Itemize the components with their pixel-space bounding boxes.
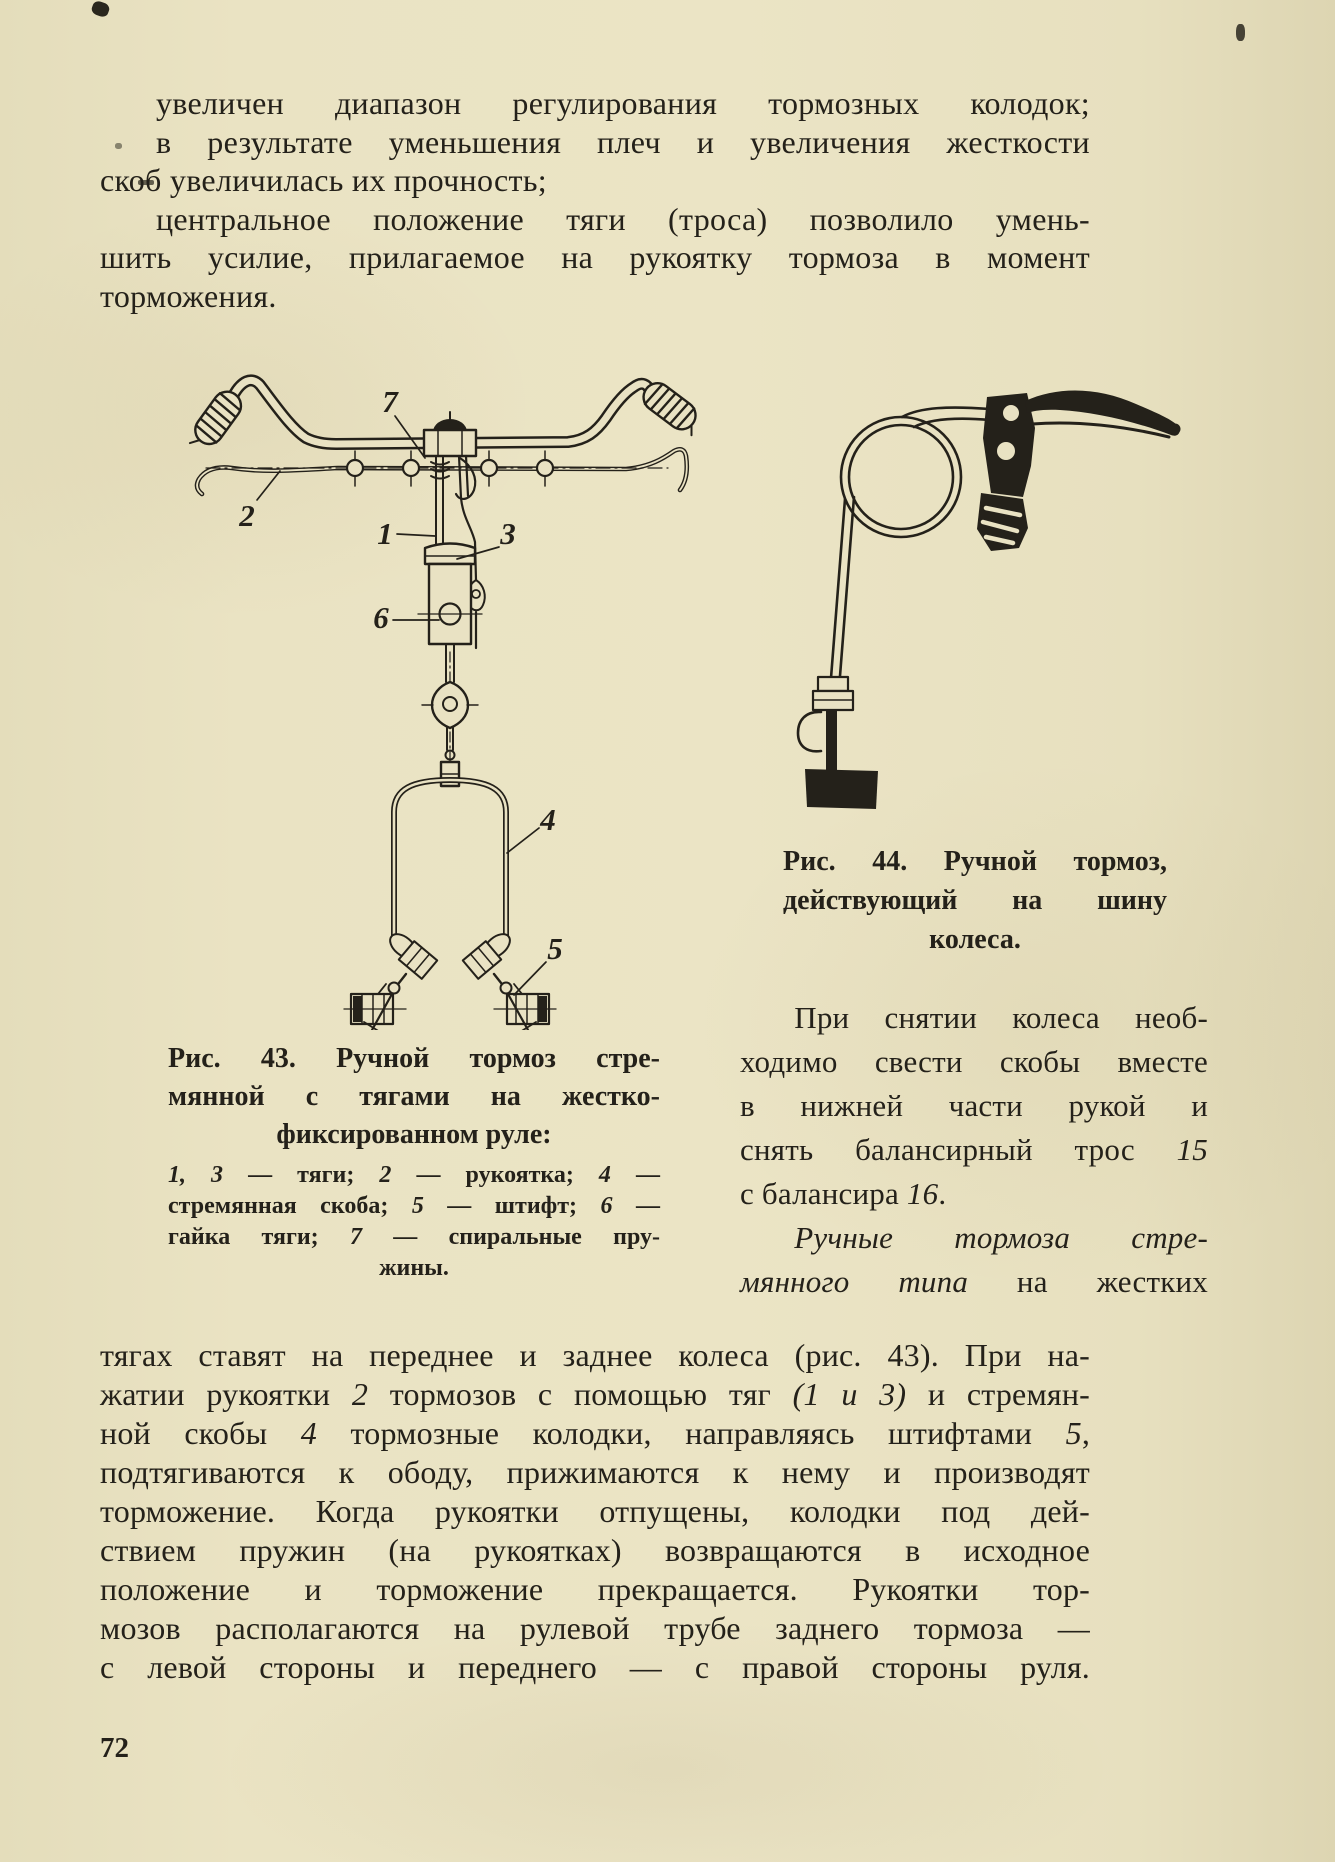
lever-clamp [977, 393, 1035, 551]
figure-44-diagram [790, 380, 1190, 820]
main-paragraph [100, 1336, 1090, 1687]
fig43-label-7: 7 [382, 384, 398, 419]
brake-pad-left [344, 929, 437, 1030]
fig43-label-4: 4 [540, 802, 556, 837]
text-line: мянной с тягами на жестко- [168, 1081, 660, 1112]
text-line: ствием пружин (на рукоятках) возвращаются в исходное [100, 1532, 1090, 1568]
text-line: в нижней части рукой и [740, 1088, 1208, 1123]
fig43-label-6: 6 [373, 600, 389, 635]
legend-figure-43 [168, 1160, 660, 1284]
caption-figure-43 [168, 1040, 660, 1154]
text-line: увеличен диапазон регулирования тормозных колодок; [156, 85, 1090, 121]
stirrup-clamp [394, 780, 506, 936]
text-line: в результате уменьшения плеч и увеличения жесткости [156, 123, 1090, 160]
text-line: колеса. [929, 924, 1021, 955]
brake-cable [831, 408, 990, 678]
fig43-label-1: 1 [377, 516, 393, 551]
text-line: мянного типа на жестких [740, 1264, 1208, 1299]
text-line: торможение. Когда рукоятки отпущены, колодки под дей- [100, 1493, 1090, 1529]
left-grip [185, 386, 246, 456]
text-line: ной скобы 4 тормозные колодки, направляясь штифтами 5, [100, 1415, 1091, 1451]
ink-speck [90, 0, 111, 18]
text-line: Рис. 43. Ручной тормоз стре- [168, 1043, 660, 1074]
text-line: с левой стороны и переднего — с правой стороны руля. [100, 1649, 1090, 1685]
text-line: 1, 3 — тяги; 2 — рукоятка; 4 — [168, 1162, 660, 1188]
text-line: Рис. 44. Ручной тормоз, [783, 846, 1167, 877]
text-line: снять балансирный трос 15 [740, 1132, 1208, 1167]
text-line: положение и торможение прекращается. Рукоятки тор- [100, 1571, 1090, 1607]
text-line: шить усилие, прилагаемое на рукоятку тормоза в момент [100, 239, 1090, 276]
text-line: стремянная скоба; 5 — штифт; 6 — [168, 1193, 661, 1219]
text-line: действующий на шину [783, 885, 1167, 916]
stem-clamp [424, 412, 476, 456]
text-line: жатии рукоятки 2 тормозов с помощью тяг (1 и 3) и стремян- [100, 1376, 1091, 1412]
text-line: центральное положение тяги (троса) позволило умень- [156, 200, 1090, 237]
fig43-label-5: 5 [547, 931, 563, 966]
figure-43-diagram [148, 330, 708, 1035]
text-line: гайка тяги; 7 — спиральные пру- [168, 1224, 660, 1250]
brake-pad-right [463, 929, 556, 1030]
fig43-label-2: 2 [239, 498, 255, 533]
text-line: фиксированном руле: [276, 1119, 552, 1150]
caption-figure-44 [783, 842, 1167, 959]
text-line: подтягиваются к ободу, прижимаются к нему и производят [100, 1454, 1090, 1490]
plunger-and-pad [798, 677, 878, 809]
fig43-label-3: 3 [500, 516, 516, 551]
text-line: Ручные тормоза стре- [794, 1220, 1208, 1255]
text-line: тягах ставят на переднее и заднее колеса (рис. 43). При на- [100, 1337, 1090, 1373]
ink-speck [1236, 24, 1245, 41]
text-line: жины. [379, 1255, 449, 1281]
text-line: с балансира 16. [740, 1176, 947, 1211]
text-line: ходимо свести скобы вместе [740, 1044, 1208, 1079]
page-number: 72 [100, 1732, 129, 1764]
leader-lines [257, 416, 546, 995]
brake-lever [1025, 390, 1181, 437]
text-line: торможения. [100, 277, 277, 314]
text-line: скоб увеличилась их прочность; [100, 162, 547, 199]
right-column-paragraph [740, 996, 1208, 1304]
text-line: При снятии колеса необ- [794, 1000, 1208, 1035]
eye-link [422, 644, 478, 786]
right-grip [638, 378, 706, 439]
intro-paragraphs [100, 84, 1090, 316]
text-line: мозов располагаются на рулевой трубе заднего тормоза — [100, 1610, 1090, 1646]
